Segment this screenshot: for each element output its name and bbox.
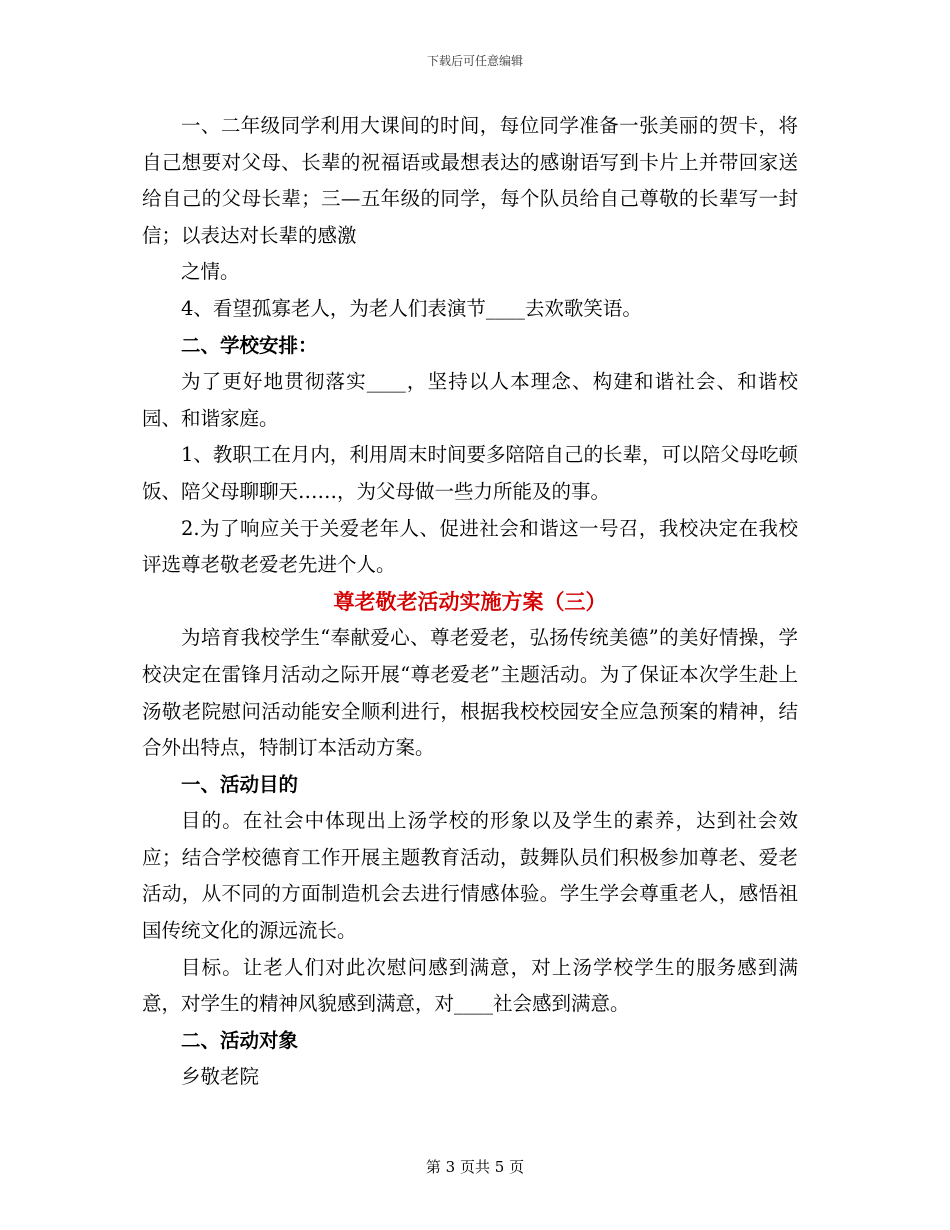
document-body [142,108,798,1096]
paragraph-visit-elderly: 4、看望孤寡老人，为老人们表演节____去欢歌笑语。 [181,296,642,320]
section-heading-purpose: 一、活动目的 [181,772,299,796]
paragraph-intro: 为培育我校学生“奉献爱心、尊老爱老，弘扬传统美德”的美好情操，学校决定在雷锋月活动之际开展“尊老爱老”主题活动。为了保证本次学生赴上汤敬老院慰问活动能安全顺利进行，根据我校校园安全应急预案的精神，结合外出特点，特制订本活动方案。 [142,626,798,760]
paragraph-staff-accompany: 1、教职工在月内，利用周末时间要多陪陪自己的长辈，可以陪父母吃顿饭、陪父母聊聊天……，为父母做一些力所能及的事。 [142,443,798,503]
paragraph-implementation: 为了更好地贯彻落实____，坚持以人本理念、构建和谐社会、和谐校园、和谐家庭。 [142,370,798,430]
page-number: 第 3 页共 5 页 [425,1158,525,1176]
document-title: 尊老敬老活动实施方案（三） [333,588,607,614]
paragraph-target: 乡敬老院 [181,1065,260,1089]
paragraph-purpose: 目的。在社会中体现出上汤学校的形象以及学生的素养，达到社会效应；结合学校德育工作开展主题教育活动，鼓舞队员们积极参加尊老、爱老活动，从不同的方面制造机会去进行情感体验。学生学会尊重老人，感悟祖国传统文化的源远流长。 [142,809,798,943]
section-heading-school-arrangement: 二、学校安排： [181,333,318,357]
page-header-note: 下载后可任意编辑 [426,54,523,68]
paragraph-greeting-cards: 一、二年级同学利用大课间的时间，每位同学准备一张美丽的贺卡，将自己想要对父母、长辈的祝福语或最想表达的感谢语写到卡片上并带回家送给自己的父母长辈；三—五年级的同学，每个队员给自己尊敬的长辈写一封信；以表达对长辈的感激 [142,114,798,247]
paragraph-continuation: 之情。 [181,260,240,284]
paragraph-goal: 目标。让老人们对此次慰问感到满意，对上汤学校学生的服务感到满意，对学生的精神风貌感到满意，对____社会感到满意。 [142,955,798,1016]
section-heading-target: 二、活动对象 [181,1028,299,1052]
paragraph-selection-advanced: 2.为了响应关于关爱老年人、促进社会和谐这一号召，我校决定在我校评选尊老敬老爱老先进个人。 [142,516,798,577]
